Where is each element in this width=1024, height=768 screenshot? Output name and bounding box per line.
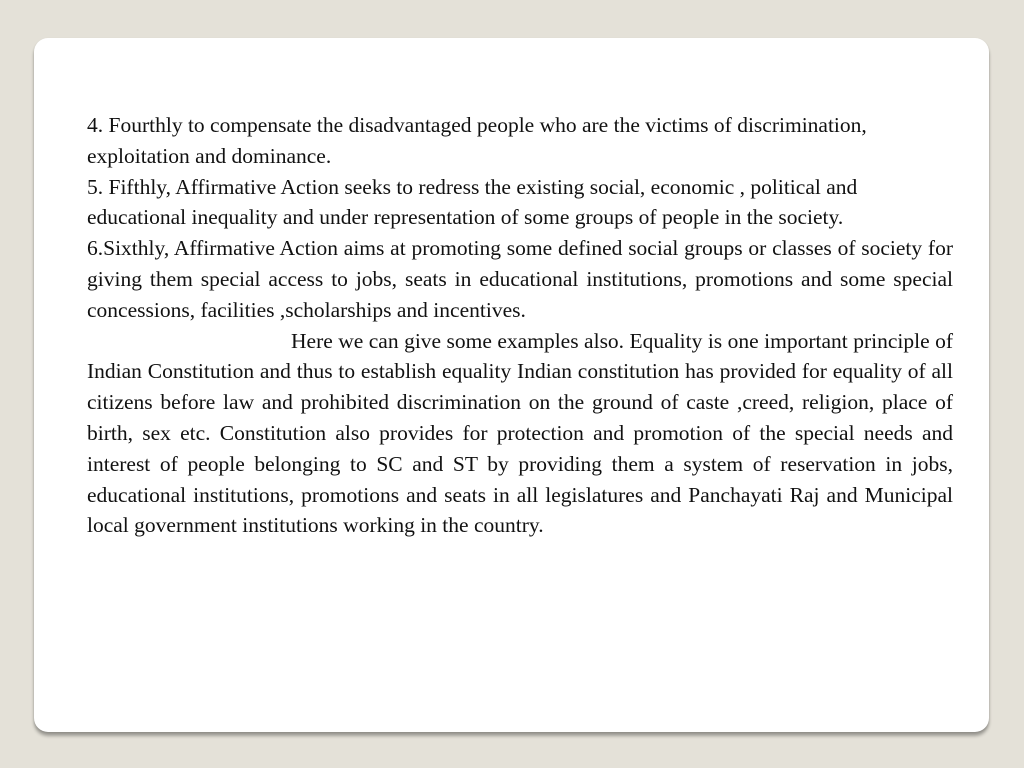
examples-text: Here we can give some examples also. Equality is one important principle of Indian Constitution and thus to establish equality Indian constitution has provided for equality of all citizens before law and prohibited discrimination on the ground of caste ,creed, religion, place of birth, sex etc. Constitution also provides for protection and promotion of the special needs and interest of people belonging to SC and ST by providing them a system of reservation in jobs, educational institutions, promotions and seats in all legislatures and Panchayati Raj and Municipal local government institutions working in the country. <box>87 328 953 538</box>
examples-paragraph <box>87 326 953 542</box>
point-4-paragraph: 4. Fourthly to compensate the disadvantaged people who are the victims of discrimination, exploitation and dominance. <box>87 113 867 168</box>
slide-text-body <box>87 110 953 541</box>
point-5-paragraph: 5. Fifthly, Affirmative Action seeks to redress the existing social, economic , political and educational inequality and under representation of some groups of people in the society. <box>87 174 858 230</box>
point-6-paragraph: 6.Sixthly, Affirmative Action aims at promoting some defined social groups or classes of society for giving them special access to jobs, seats in educational institutions, promotions and some special concessions, facilities ,scholarships and incentives. <box>87 236 953 322</box>
slide-card <box>34 38 989 732</box>
